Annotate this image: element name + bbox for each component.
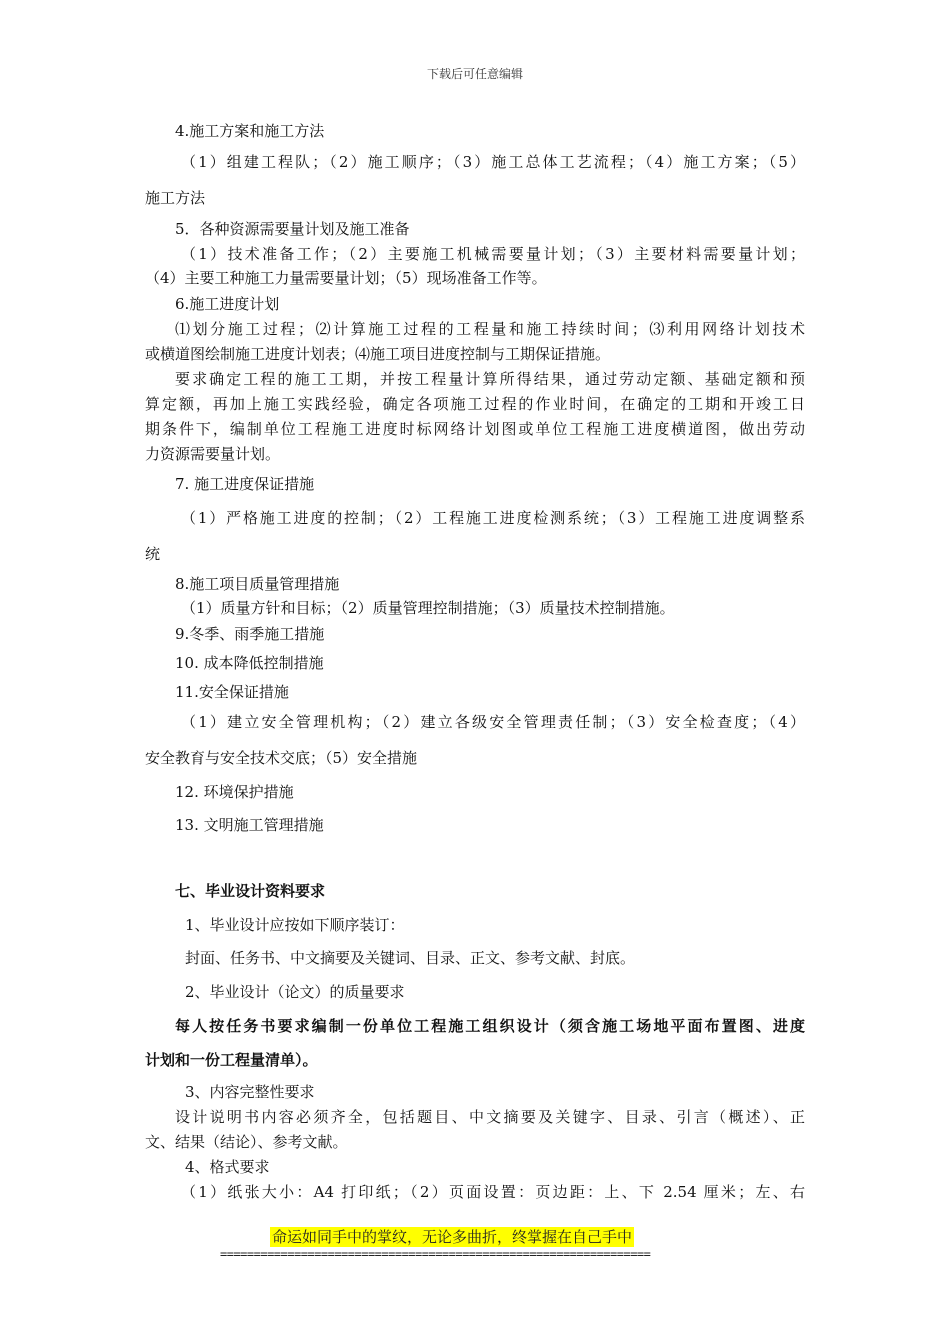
subsection-heading: 2、毕业设计（论文）的质量要求 <box>185 983 405 1001</box>
section-heading-7: 7. 施工进度保证措施 <box>175 475 315 493</box>
paragraph-line-bold: 每人按任务书要求编制一份单位工程施工组织设计（须含施工场地平面布置图、进度 <box>175 1017 805 1035</box>
section-heading-8: 8.施工项目质量管理措施 <box>175 575 340 593</box>
paragraph-line: （1）建立安全管理机构；（2）建立各级安全管理责任制；（3）安全检查度；（4） <box>181 713 805 731</box>
paragraph-line: 设计说明书内容必须齐全，包括题目、中文摘要及关键字、目录、引言（概述）、正 <box>175 1108 805 1126</box>
paragraph-line: 期条件下，编制单位工程施工进度时标网络计划图或单位工程施工进度横道图，做出劳动 <box>145 420 805 438</box>
paragraph-line: （1）组建工程队；（2）施工顺序；（3）施工总体工艺流程；（4）施工方案；（5） <box>181 153 805 171</box>
paragraph-line: 力资源需要量计划。 <box>145 445 281 463</box>
subsection-heading: 4、格式要求 <box>185 1158 270 1176</box>
paragraph-line: 统 <box>145 545 161 563</box>
section-heading-10: 10. 成本降低控制措施 <box>175 654 324 672</box>
paragraph-line: （1）纸张大小：A4 打印纸；（2）页面设置：页边距：上、下 2.54 厘米；左、右 <box>181 1183 805 1201</box>
paragraph-line: （1）技术准备工作；（2）主要施工机械需要量计划；（3）主要材料需要量计划； <box>181 245 805 263</box>
paragraph-line: ⑴划分施工过程；⑵计算施工过程的工程量和施工持续时间；⑶利用网络计划技术 <box>175 320 805 338</box>
paragraph-line: 文、结果（结论）、参考文献。 <box>145 1133 348 1151</box>
footer-rule: ================================================================ <box>220 1247 651 1261</box>
footer-quote: 命运如同手中的掌纹，无论多曲折，终掌握在自己手中 <box>272 1228 633 1246</box>
paragraph-line: 或横道图绘制施工进度计划表；⑷施工项目进度控制与工期保证措施。 <box>145 345 611 363</box>
paragraph-line: 要求确定工程的施工工期，并按工程量计算所得结果，通过劳动定额、基础定额和预 <box>175 370 805 388</box>
paragraph-line: （1）严格施工进度的控制；（2）工程施工进度检测系统；（3）工程施工进度调整系 <box>181 509 805 527</box>
paragraph-line: 封面、任务书、中文摘要及关键词、目录、正文、参考文献、封底。 <box>185 949 636 967</box>
section-heading-11: 11.安全保证措施 <box>175 683 289 701</box>
paragraph-line: 施工方法 <box>145 189 206 207</box>
section-heading-5: 5．各种资源需要量计划及施工准备 <box>175 220 410 238</box>
page-header: 下载后可任意编辑 <box>426 67 523 81</box>
paragraph-line: 算定额，再加上施工实践经验，确定各项施工过程的作业时间，在确定的工期和开竣工日 <box>145 395 805 413</box>
section-heading-9: 9.冬季、雨季施工措施 <box>175 625 325 643</box>
paragraph-line: 安全教育与安全技术交底；（5）安全措施 <box>145 749 418 767</box>
section-heading-6: 6.施工进度计划 <box>175 295 280 313</box>
paragraph-line-bold: 计划和一份工程量清单）。 <box>145 1051 318 1069</box>
paragraph-line: （4）主要工种施工力量需要量计划；（5）现场准备工作等。 <box>145 269 547 287</box>
section-heading-13: 13. 文明施工管理措施 <box>175 816 324 834</box>
chapter-heading: 七、毕业设计资料要求 <box>175 882 326 900</box>
section-heading-4: 4.施工方案和施工方法 <box>175 122 325 140</box>
paragraph-line: （1）质量方针和目标；（2）质量管理控制措施；（3）质量技术控制措施。 <box>181 599 675 617</box>
section-heading-12: 12. 环境保护措施 <box>175 783 294 801</box>
subsection-heading: 3、内容完整性要求 <box>185 1083 315 1101</box>
subsection-heading: 1、毕业设计应按如下顺序装订： <box>185 916 405 934</box>
